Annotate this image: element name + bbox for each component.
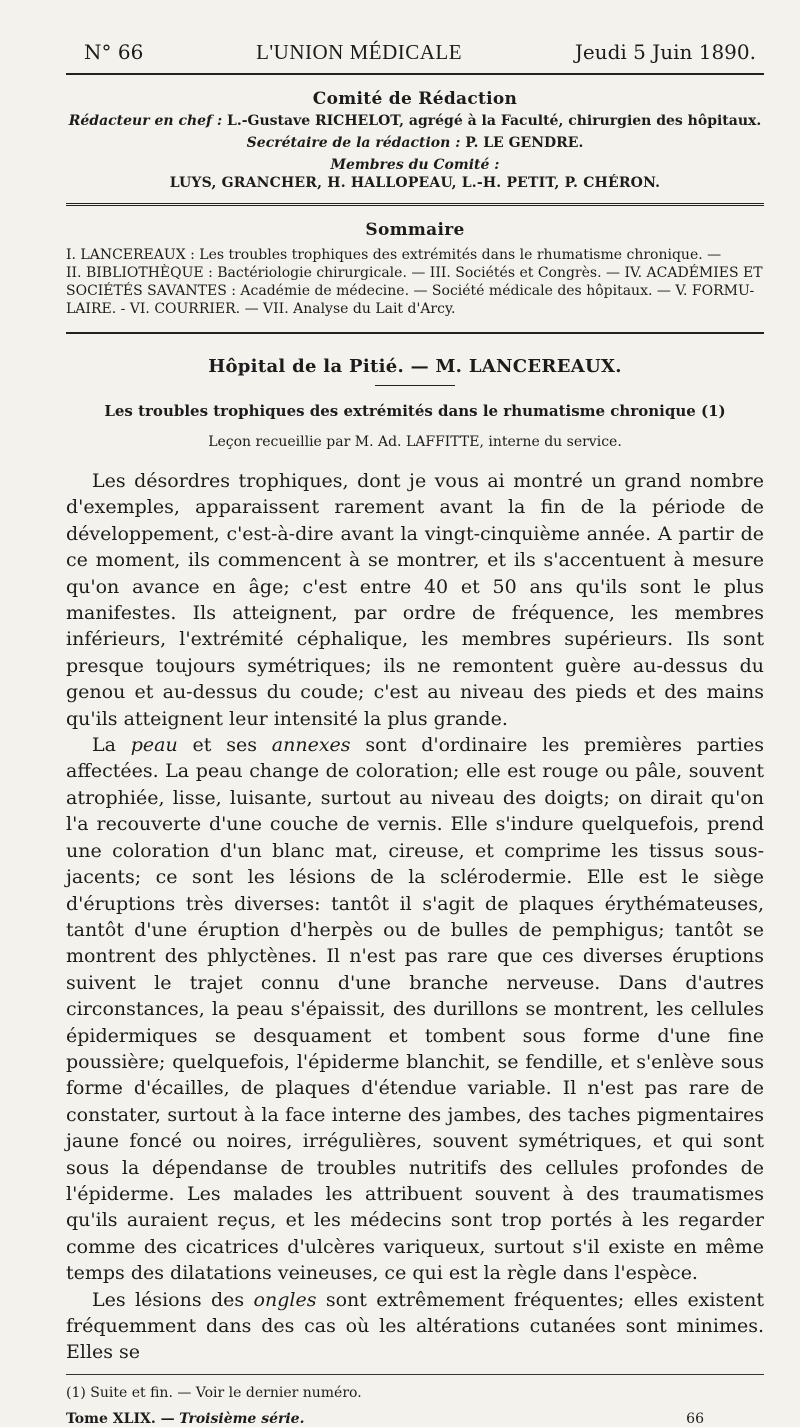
redacteur-label: Rédacteur en chef :: [68, 113, 223, 129]
tome-series: [66, 1411, 304, 1427]
text-run: sont extrêmement fréquentes; elles existent fréquemment dans des cas où les altérations cutanées sont minimes. Elles se: [66, 1288, 764, 1364]
text-run: sont d'ordinaire les premières parties affectées. La peau change de coloration; elle est rouge ou pâle, souvent atrophiée, lisse, luisante, surtout au niveau des doigts; on dirait qu'on l'a recouverte d'une couche de vernis. Elle s'indure quelquefois, prend une coloration d'un blanc mat, cireuse, et comprime les tissus sous-jacents; ce sont les lésions de la sclérodermie. Elle est le siège d'éruptions très diverses: tantôt il s'agit de plaques érythémateuses, tantôt d'une éruption d'herpès ou de bulles de pemphigus; tantôt se montrent des phlyctènes. Il n'est pas rare que ces diverses éruptions suivent le trajet connu d'une branche nerveuse. Dans d'autres circonstances, la peau s'épaissit, des durillons se montrent, les cellules épidermiques se desquament et tombent sous forme d'une fine poussière; quelquefois, l'épiderme blanchit, se fendille, et s'enlève sous forme d'écailles, de plaques d'étendue variable. Il n'est pas rare de constater, surtout à la face interne des jambes, des taches pigmentaires jaune foncé ou noires, irrégulières, souvent symétriques, et qui sont sous la dépendanse de troubles nutritifs des cellules profondes de l'épiderme. Les malades les attribuent souvent à des traumatismes qu'ils auraient reçus, et les médecins sont trop portés à les regarder comme des cicatrices d'ulcères variqueux, surtout s'il existe en même temps des dilatations veineuses, ce qui est la règle dans l'espèce.: [66, 734, 764, 1285]
paragraph-2: [66, 732, 764, 1287]
issue-date: Jeudi 5 Juin 1890.: [574, 40, 756, 64]
sommaire-line: SOCIÉTÉS SAVANTES : Académie de médecine. — Société médicale des hôpitaux. — V. FORMU-: [66, 283, 755, 299]
article-body: [66, 468, 764, 1366]
footnote: (1) Suite et fin. — Voir le dernier numéro.: [66, 1384, 362, 1401]
series-label: Troisième série.: [179, 1410, 305, 1427]
hospital-rule: [375, 385, 455, 386]
sommaire-line: II. BIBLIOTHÈQUE : Bactériologie chirurgicale. — III. Sociétés et Congrès. — IV. ACADÉMIES ET: [66, 265, 763, 281]
italic-word: annexes: [271, 734, 351, 757]
sommaire-list: [66, 246, 764, 318]
comite-rule: [66, 203, 764, 206]
secretaire-line: [66, 135, 764, 151]
paragraph-3: [66, 1287, 764, 1366]
secretaire-name: P. LE GENDRE.: [465, 135, 584, 151]
italic-word: peau: [130, 734, 178, 757]
italic-word: ongles: [253, 1288, 317, 1311]
secretaire-label: Secrétaire de la rédaction :: [246, 135, 461, 151]
membres-names: LUYS, GRANCHER, H. HALLOPEAU, L.-H. PETIT, P. CHÉRON.: [169, 175, 661, 191]
hospital-heading: Hôpital de la Pitié. — M. LANCEREAUX.: [208, 356, 622, 377]
footnote-rule: [66, 1374, 764, 1375]
header-rule: [66, 73, 764, 75]
journal-title: L'UNION MÉDICALE: [256, 40, 463, 64]
page-footer: [66, 1411, 764, 1427]
article-title: Les troubles trophiques des extrémités dans le rhumatisme chronique (1): [104, 402, 726, 420]
page-number: 66: [686, 1410, 704, 1427]
membres-label: Membres du Comité :: [330, 157, 500, 173]
text-run: et ses: [177, 734, 272, 757]
sommaire-line: LAIRE. - VI. COURRIER. — VII. Analyse du Lait d'Arcy.: [66, 301, 456, 317]
redacteur-name: L.-Gustave RICHELOT, agrégé à la Faculté, chirurgien des hôpitaux.: [227, 113, 762, 129]
sommaire-line: I. LANCEREAUX : Les troubles trophiques des extrémités dans le rhumatisme chronique. —: [66, 247, 722, 263]
text-run: La: [92, 734, 131, 757]
issue-number: N° 66: [84, 40, 144, 64]
sommaire-title: Sommaire: [365, 220, 465, 240]
paragraph-1: Les désordres trophiques, dont je vous ai montré un grand nombre d'exemples, apparaissent rarement avant la fin de la période de développement, c'est-à-dire avant la vingt-cinquième année. A partir de ce moment, ils commencent à se montrer, et ils s'accentuent à mesure qu'on avance en âge; c'est entre 40 et 50 ans qu'ils sont le plus manifestes. Ils atteignent, par ordre de fréquence, les membres inférieurs, l'extrémité céphalique, les membres supérieurs. Ils sont presque toujours symétriques; ils ne remontent guère au-dessus du genou et au-dessus du coude; c'est au niveau des pieds et des mains qu'ils atteignent leur intensité la plus grande.: [66, 470, 764, 730]
comite-title: Comité de Rédaction: [312, 89, 518, 109]
lecon-byline: Leçon recueillie par M. Ad. LAFFITTE, interne du service.: [208, 434, 622, 450]
sommaire-rule: [66, 332, 764, 334]
text-run: Les lésions des: [92, 1288, 254, 1311]
tome-label: Tome XLIX. —: [66, 1410, 175, 1427]
page-header: [66, 40, 764, 65]
redacteur-line: [66, 113, 764, 129]
